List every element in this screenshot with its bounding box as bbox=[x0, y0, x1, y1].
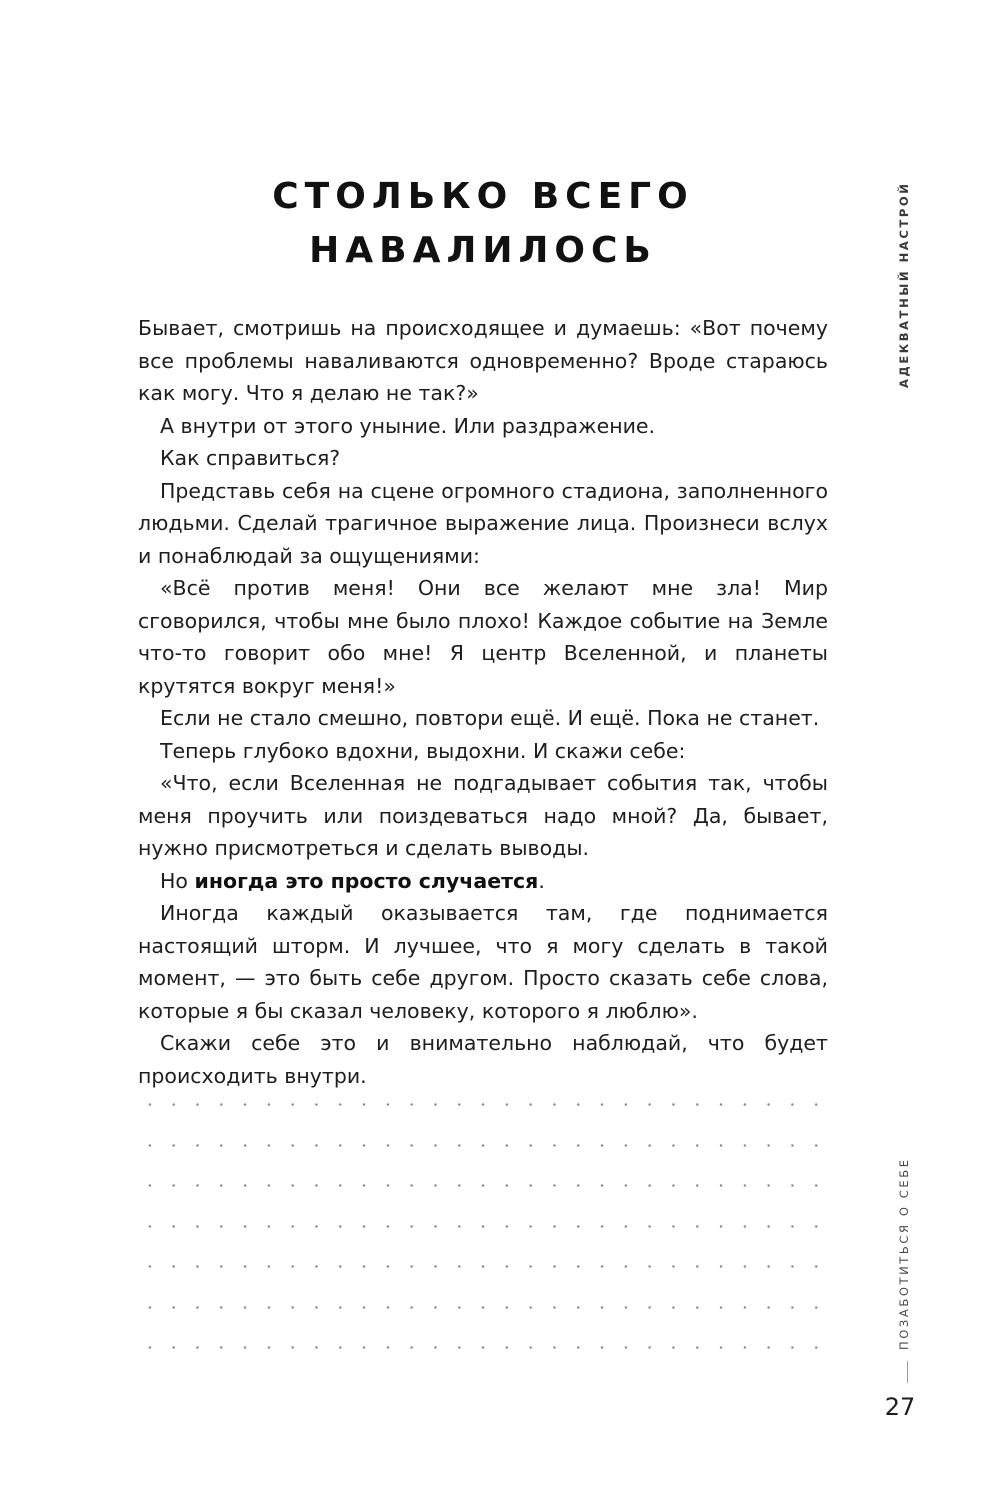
body-text bbox=[138, 312, 828, 1092]
paragraph: «Что, если Вселенная не подгадывает события так, чтобы меня проучить или поиздеваться надо мной? Да, бывает, нужно присмотреться и сделать выводы. bbox=[138, 771, 828, 860]
page-number: 27 bbox=[884, 1393, 916, 1421]
dotted-line bbox=[138, 1297, 828, 1338]
paragraph-emphasis bbox=[138, 865, 828, 898]
paragraph: Как справиться? bbox=[160, 446, 341, 470]
paragraph: Иногда каждый оказывается там, где поднимается настоящий шторм. И лучшее, что я могу сделать в такой момент, — это быть себе другом. Просто сказать себе слова, которые я бы сказал человеку, которого я люблю». bbox=[138, 901, 828, 1023]
dotted-line bbox=[138, 1216, 828, 1257]
section-label: АДЕКВАТНЫЙ НАСТРОЙ bbox=[897, 181, 911, 388]
emphasis-bold-text: иногда это просто случается bbox=[194, 868, 539, 893]
paragraph: Бывает, смотришь на происходящее и думаешь: «Вот почему все проблемы наваливаются одновременно? Вроде стараюсь как могу. Что я делаю не так?» bbox=[138, 316, 828, 405]
paragraph: Скажи себе это и внимательно наблюдай, что будет происходить внутри. bbox=[138, 1031, 828, 1088]
dotted-line bbox=[138, 1256, 828, 1297]
emphasis-suffix: . bbox=[538, 868, 545, 893]
dotted-line bbox=[138, 1135, 828, 1176]
paragraph: «Всё против меня! Они все желают мне зла! Мир сговорился, чтобы мне было плохо! Каждое событие на Земле что-то говорит обо мне! Я центр Вселенной, и планеты крутятся вокруг меня!» bbox=[138, 576, 828, 698]
paragraph: Теперь глубоко вдохни, выдохни. И скажи себе: bbox=[160, 738, 686, 763]
chapter-title-line-1: СТОЛЬКО ВСЕГО bbox=[272, 176, 694, 217]
paragraph: Если не стало смешно, повтори ещё. И ещё. Пока не станет. bbox=[160, 706, 820, 730]
paragraph: Представь себя на сцене огромного стадиона, заполненного людьми. Сделай трагичное выражение лица. Произнеси вслух и понаблюдай за ощущениями: bbox=[138, 478, 828, 568]
dotted-line bbox=[138, 1337, 828, 1378]
dotted-line bbox=[138, 1094, 828, 1135]
chapter-label: ПОЗАБОТИТЬСЯ О СЕБЕ bbox=[897, 1157, 911, 1350]
emphasis-prefix: Но bbox=[160, 868, 195, 893]
paragraph: А внутри от этого уныние. Или раздражение. bbox=[160, 413, 656, 438]
side-divider bbox=[907, 1361, 908, 1383]
dotted-notes-area bbox=[138, 1094, 828, 1378]
dotted-line bbox=[138, 1175, 828, 1216]
chapter-title bbox=[138, 170, 828, 278]
chapter-title-line-2: НАВАЛИЛОСЬ bbox=[309, 230, 657, 271]
